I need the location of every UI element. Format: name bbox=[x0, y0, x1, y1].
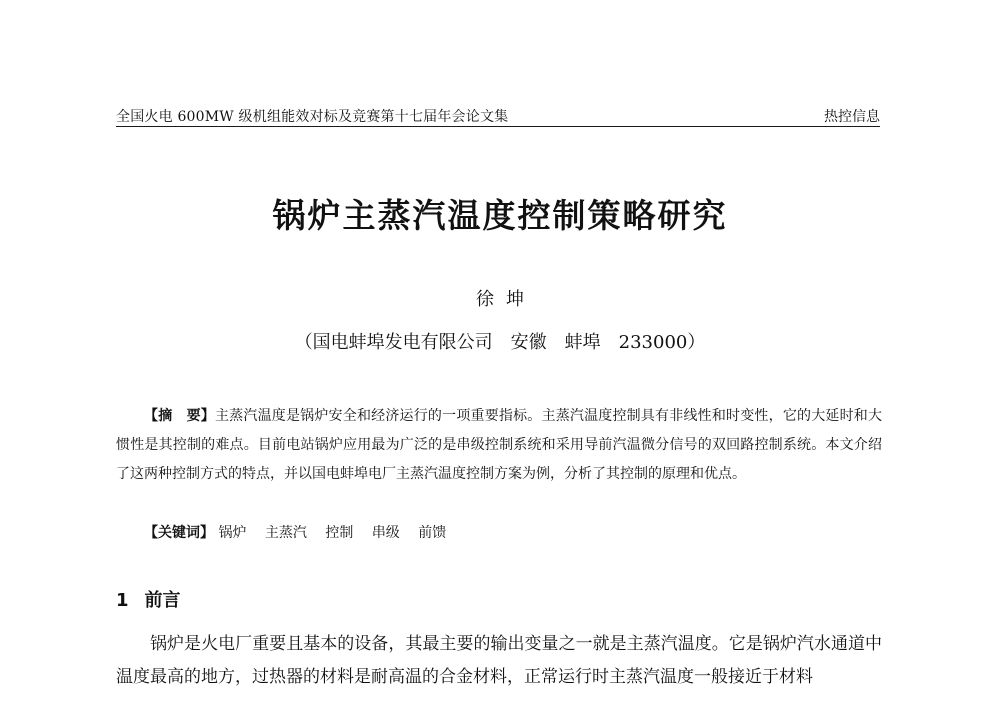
section-number: 1 bbox=[116, 590, 129, 611]
header-section-name: 热控信息 bbox=[824, 109, 880, 125]
keyword: 控制 bbox=[325, 525, 354, 541]
section-heading bbox=[116, 586, 181, 612]
abstract-paragraph bbox=[116, 402, 882, 489]
keywords-label: 【关键词】 bbox=[144, 525, 214, 541]
author-name: 徐坤 bbox=[476, 289, 536, 310]
header-proceedings-title: 全国火电 600MW 级机组能效对标及竞赛第十七届年会论文集 bbox=[116, 109, 509, 125]
keyword: 主蒸汽 bbox=[264, 525, 307, 541]
running-header bbox=[116, 104, 880, 127]
paper-title: 锅炉主蒸汽温度控制策略研究 bbox=[272, 196, 728, 235]
author-affiliation: （国电蚌埠发电有限公司 安徽 蚌埠 233000） bbox=[294, 332, 706, 353]
keyword: 串级 bbox=[371, 525, 400, 541]
body-paragraph: 锅炉是火电厂重要且基本的设备，其最主要的输出变量之一就是主蒸汽温度。它是锅炉汽水通道中温度最高的地方，过热器的材料是耐高温的合金材料，正常运行时主蒸汽温度一般接近于材料 bbox=[116, 634, 882, 687]
keyword: 前馈 bbox=[418, 525, 447, 541]
section-title: 前言 bbox=[144, 590, 181, 611]
keywords-line bbox=[144, 522, 460, 542]
keyword: 锅炉 bbox=[218, 525, 247, 541]
abstract-text: 主蒸汽温度是锅炉安全和经济运行的一项重要指标。主蒸汽温度控制具有非线性和时变性，它的大延时和大惯性是其控制的难点。目前电站锅炉应用最为广泛的是串级控制系统和采用导前汽温微分信号的双回路控制系统。本文介绍了这两种控制方式的特点，并以国电蚌埠电厂主蒸汽温度控制方案为例，分析了其控制的原理和优点。 bbox=[116, 408, 883, 482]
abstract-label: 【摘 要】 bbox=[144, 408, 215, 424]
